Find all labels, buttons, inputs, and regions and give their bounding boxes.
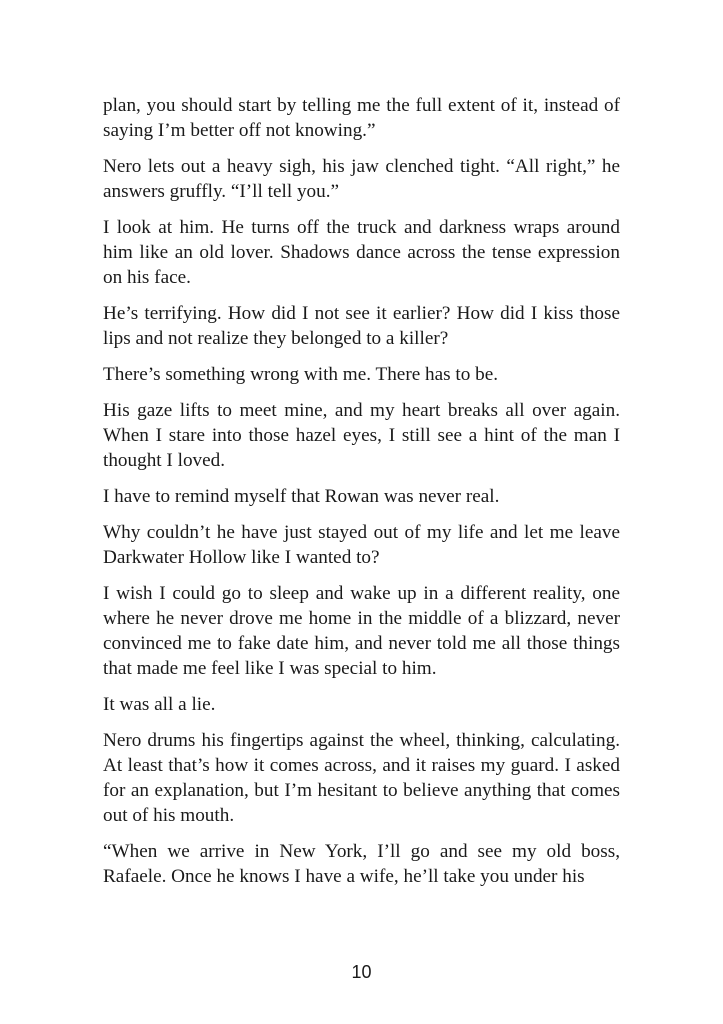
paragraph: “When we arrive in New York, I’ll go and see my old boss, Rafaele. Once he knows I have a wife, he’ll take you under his: [103, 841, 620, 887]
paragraph: plan, you should start by telling me the full extent of it, instead of saying I’m better off not knowing.”: [103, 95, 620, 141]
paragraph: Why couldn’t he have just stayed out of my life and let me leave Darkwater Hollow like I wanted to?: [103, 522, 620, 568]
paragraph: It was all a lie.: [103, 694, 216, 715]
paragraph: I wish I could go to sleep and wake up in a different reality, one where he never drove me home in the middle of a blizzard, never convinced me to fake date him, and never told me all those things that made me feel like I was special to him.: [103, 583, 620, 679]
paragraph: His gaze lifts to meet mine, and my heart breaks all over again. When I stare into those hazel eyes, I still see a hint of the man I thought I loved.: [103, 400, 620, 471]
page-number: 10: [351, 962, 372, 982]
paragraph: Nero lets out a heavy sigh, his jaw clenched tight. “All right,” he answers gruffly. “I’ll tell you.”: [103, 156, 620, 202]
paragraph: I look at him. He turns off the truck and darkness wraps around him like an old lover. Shadows dance across the tense expression on his face.: [103, 217, 620, 288]
paragraph: He’s terrifying. How did I not see it earlier? How did I kiss those lips and not realize they belonged to a killer?: [103, 303, 620, 349]
paragraph: I have to remind myself that Rowan was never real.: [103, 486, 500, 507]
body-text: [103, 93, 620, 900]
paragraph: There’s something wrong with me. There has to be.: [103, 364, 499, 385]
paragraph: Nero drums his fingertips against the wheel, thinking, calculating. At least that’s how it comes across, and it raises my guard. I asked for an explanation, but I’m hesitant to believe anything that comes out of his mouth.: [103, 730, 620, 826]
